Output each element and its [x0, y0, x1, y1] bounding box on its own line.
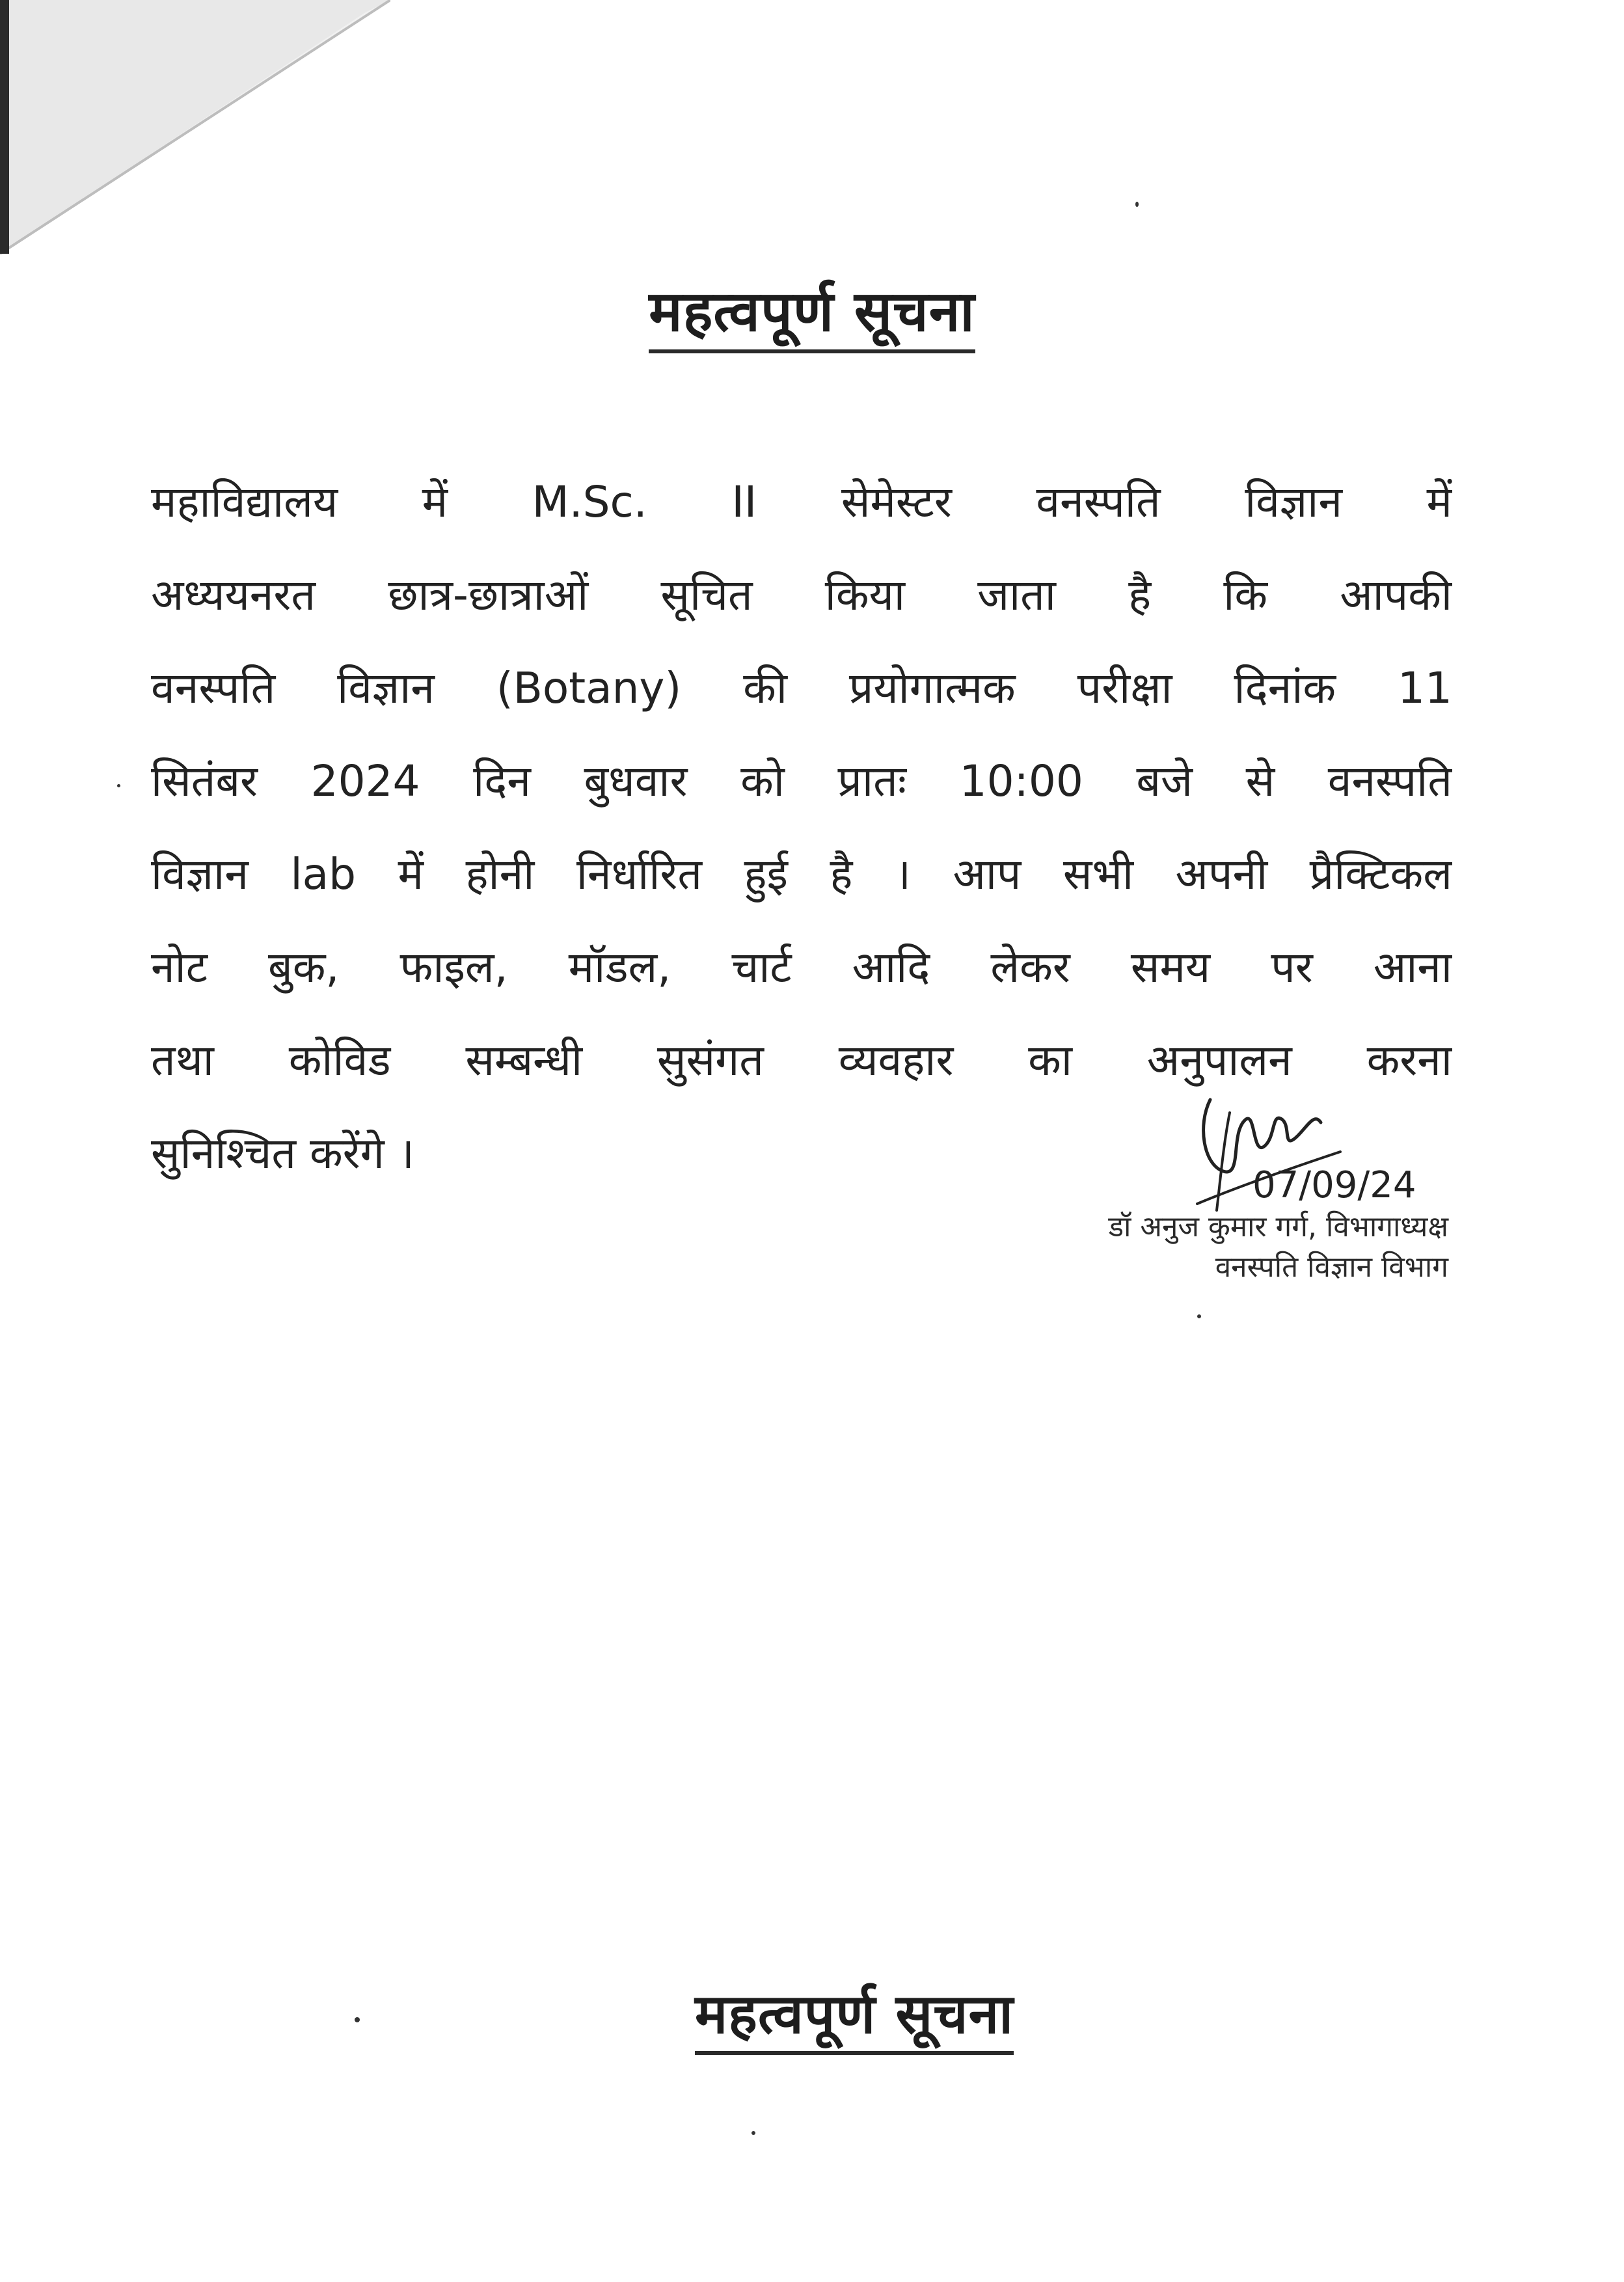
signatory-department: वनस्पति विज्ञान विभाग [1215, 1251, 1448, 1284]
body-line: अध्ययनरत छात्र-छात्राओं सूचित किया जाता है कि आपकी [151, 570, 1452, 620]
body-line: वनस्पति विज्ञान (Botany) की प्रयोगात्मक परीक्षा दिनांक 11 [151, 663, 1452, 713]
scan-speck [355, 2017, 360, 2022]
handwritten-signature [1184, 1074, 1477, 1223]
body-line: विज्ञान lab में होनी निर्धारित हुई है । आप सभी अपनी प्रैक्टिकल [151, 849, 1452, 899]
scan-speck [1197, 1314, 1201, 1318]
second-notice-title: महत्वपूर्ण सूचना [0, 1981, 1624, 2055]
scan-speck [1135, 202, 1139, 207]
body-line: सुनिश्चित करेंगे । [151, 1128, 414, 1178]
body-line: सितंबर 2024 दिन बुधवार को प्रातः 10:00 बजे से वनस्पति [151, 756, 1452, 806]
signatory-block [1108, 1207, 1448, 1288]
notice-title: महत्वपूर्ण सूचना [0, 278, 1624, 353]
body-line: तथा कोविड सम्बन्धी सुसंगत व्यवहार का अनुपालन करना [151, 1035, 1452, 1085]
signatory-name: डॉ अनुज कुमार गर्ग, विभागाध्यक्ष [1108, 1210, 1448, 1243]
folded-page-corner [0, 0, 390, 260]
scan-speck [751, 2131, 755, 2135]
scan-speck [117, 784, 120, 787]
signature-date: 07/09/24 [1252, 1164, 1416, 1206]
body-line: नोट बुक, फाइल, मॉडल, चार्ट आदि लेकर समय पर आना [151, 942, 1452, 992]
body-line: महाविद्यालय में M.Sc. II सेमेस्टर वनस्पति विज्ञान में [151, 477, 1452, 527]
